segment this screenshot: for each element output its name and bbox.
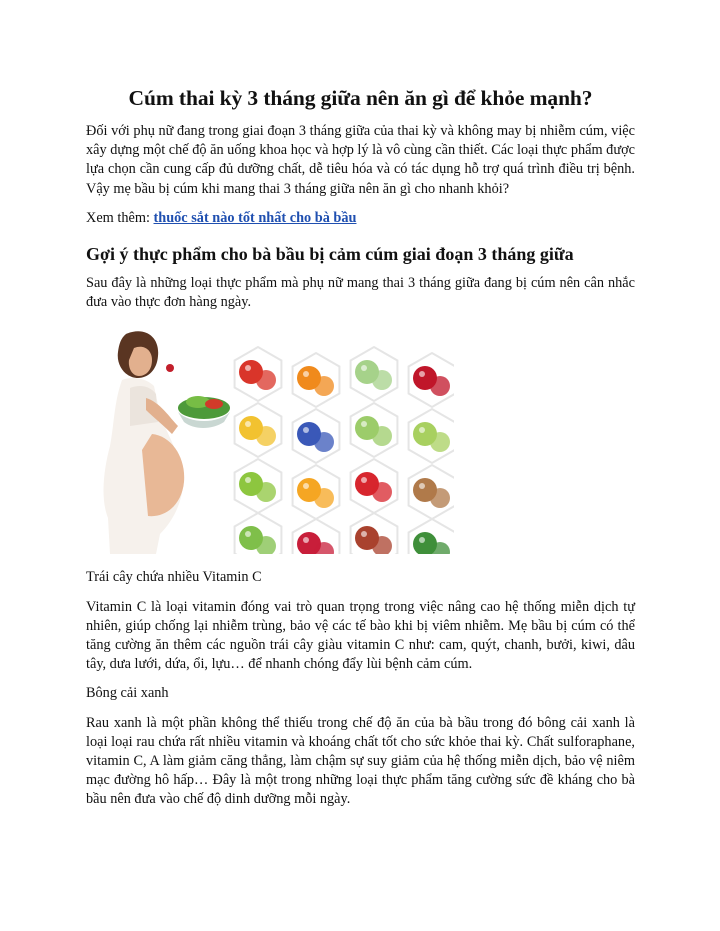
fruit-piece	[256, 426, 276, 446]
fruit-piece	[256, 370, 276, 390]
document-page	[86, 84, 635, 820]
subsection-2-heading: Bông cải xanh	[86, 685, 169, 702]
fruit-piece	[372, 426, 392, 446]
pregnant-woman-fruit-image	[86, 322, 454, 554]
fruit-highlight	[303, 427, 309, 433]
fruit-highlight	[303, 483, 309, 489]
fruit-highlight	[419, 537, 425, 543]
fruit-highlight	[303, 371, 309, 377]
pregnant-woman-and-fruit-hexagons-icon	[86, 322, 454, 554]
see-also-line	[86, 209, 635, 228]
fruit-highlight	[419, 427, 425, 433]
fruit-highlight	[245, 421, 251, 427]
subsection-1-body: Vitamin C là loại vitamin đóng vai trò quan trọng trong việc nâng cao hệ thống miễn dịch tự nhiên, giúp chống lại nhiễm trùng, bảo vệ các tế bào khi bị viêm nhiễm. Mẹ bầu bị cúm có thể tăng cường ăn thêm các nguồn trái cây giàu vitamin C như: cam, quýt, chanh, bưởi, kiwi, dâu tây, dưa lưới, dứa, ổi, lựu… để nhanh chóng đẩy lùi bệnh cảm cúm.	[86, 598, 635, 673]
fruit-piece	[372, 370, 392, 390]
fruit-highlight	[361, 365, 367, 371]
page-title: Cúm thai kỳ 3 tháng giữa nên ăn gì để khỏe mạnh?	[128, 86, 593, 110]
fruit-piece	[430, 488, 450, 508]
fruit-piece	[430, 376, 450, 396]
fruit-piece	[256, 482, 276, 502]
see-also-prefix: Xem thêm:	[86, 209, 154, 226]
fruit-highlight	[361, 477, 367, 483]
section-heading: Gợi ý thực phẩm cho bà bầu bị cảm cúm giai đoạn 3 tháng giữa	[86, 244, 574, 265]
fruit-highlight	[361, 421, 367, 427]
fruit-highlight	[245, 365, 251, 371]
see-also-link[interactable]: thuốc sắt nào tốt nhất cho bà bầu	[153, 209, 357, 226]
fruit-piece	[372, 482, 392, 502]
fruit-piece	[314, 488, 334, 508]
fruit-piece	[314, 376, 334, 396]
fruit-piece	[314, 432, 334, 452]
fruit-highlight	[419, 483, 425, 489]
fruit-highlight	[419, 371, 425, 377]
fruit-highlight	[245, 531, 251, 537]
intro-paragraph: Đối với phụ nữ đang trong giai đoạn 3 tháng giữa của thai kỳ và không may bị nhiễm cúm, việc xây dựng một chế độ ăn uống khoa học và hợp lý là vô cùng cần thiết. Các loại thực phẩm được lựa chọn cần cung cấp đủ dưỡng chất, dễ tiêu hóa và có tác dụng hỗ trợ quá trình điều trị bệnh. Vậy mẹ bầu bị cúm khi mang thai 3 tháng giữa nên ăn gì cho nhanh khỏi?	[86, 123, 635, 197]
subsection-2-body: Rau xanh là một phần không thể thiếu trong chế độ ăn của bà bầu trong đó bông cải xanh là loại loại rau chứa rất nhiều vitamin và khoáng chất tốt cho sức khỏe thai kỳ. Chất sulforaphane, vitamin C, A làm giảm căng thẳng, làm chậm sự suy giảm của hệ thống miễn dịch, bảo vệ niêm mạc đường hô hấp… Đây là một trong những loại thực phẩm tăng cường sức đề kháng cho bà bầu nên đưa vào chế độ dinh dưỡng mỗi ngày.	[86, 714, 635, 808]
fruit-highlight	[303, 537, 309, 543]
fruit-highlight	[361, 531, 367, 537]
fruit-highlight	[245, 477, 251, 483]
subsection-1-heading: Trái cây chứa nhiều Vitamin C	[86, 569, 262, 586]
fruit-piece	[430, 432, 450, 452]
section-intro-paragraph: Sau đây là những loại thực phẩm mà phụ nữ mang thai 3 tháng giữa đang bị cúm nên cân nhắc đưa vào thực đơn hàng ngày.	[86, 275, 635, 311]
